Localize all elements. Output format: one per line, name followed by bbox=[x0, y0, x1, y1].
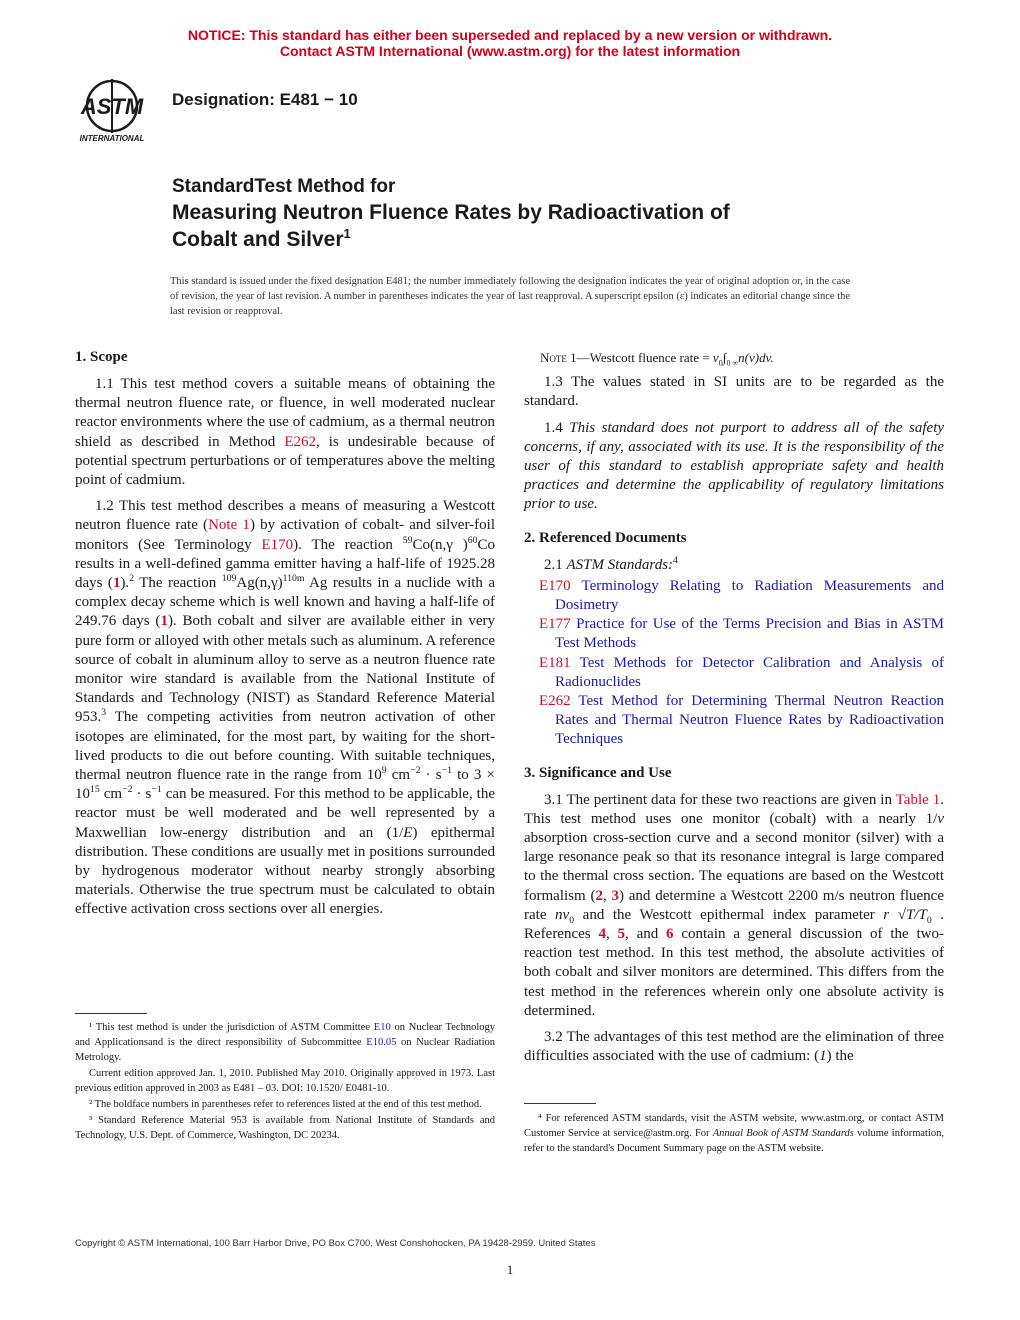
paragraph-2-1: 2.1 ASTM Standards:$^4$ bbox=[544, 554, 678, 573]
title-footnote-mark: 1 bbox=[343, 226, 351, 241]
e170-link[interactable]: E170 bbox=[261, 536, 294, 553]
notice-banner bbox=[0, 27, 1020, 59]
notice-line-2: Contact ASTM International (www.astm.org) for the latest information bbox=[279, 43, 741, 59]
e10-05-link[interactable]: E10.05 bbox=[366, 1037, 397, 1048]
paragraph-3-1: 3.1 The pertinent data for these two reactions are given in Table 1. This test method uses one monitor (cobalt) with a nearly 1/v absorption cross-section curve and a second monitor (silver) with a large resonance peak so that its resonance integral is large compared to the thermal cross section. The equations are based on the Westcott formalism (2, 3) and determine a Westcott 2200 m/s neutron fluence rate $nv_0$ and the Westcott epithermal index parameter r $√T/T_0$ . References 4, 5, and 6 contain a general discussion of the two-reaction test method. In this test method, the absolute activities of both cobalt and silver monitors are determined. This differs from the test method in the references wherein only one absolute activity is determined. bbox=[524, 791, 945, 1019]
title-line-3 bbox=[172, 226, 730, 253]
footnotes-left bbox=[75, 1020, 495, 1144]
ref-4-link[interactable]: 4 bbox=[598, 926, 606, 943]
e262-link[interactable]: E262 bbox=[284, 433, 316, 450]
e10-link[interactable]: E10 bbox=[373, 1022, 391, 1033]
note-1-link[interactable]: Note 1 bbox=[208, 517, 250, 534]
reference-item[interactable]: E170 Terminology Relating to Radiation Measurements and Dosimetry bbox=[539, 577, 944, 614]
footnote-1-edition: Current edition approved Jan. 1, 2010. Published May 2010. Originally approved in 1973. Last previous edition approved in 2003 as E481 – 03. DOI: 10.1520/ E0481-10. bbox=[75, 1068, 495, 1094]
logo-text: ASTM bbox=[80, 94, 144, 119]
footnote-2: ² The boldface numbers in parentheses refer to references listed at the end of this test method. bbox=[89, 1099, 482, 1110]
logo-subtext: INTERNATIONAL bbox=[79, 134, 145, 143]
paragraph-1-3: 1.3 The values stated in SI units are to be regarded as the standard. bbox=[524, 374, 944, 410]
paragraph-3-2: 3.2 The advantages of this test method are the elimination of three difficulties associated with the use of cadmium: (1) the bbox=[524, 1029, 944, 1065]
title-line-3-text: Cobalt and Silver bbox=[172, 228, 344, 251]
title-line-2: Measuring Neutron Fluence Rates by Radioactivation of bbox=[172, 201, 730, 224]
page-number: 1 bbox=[506, 1262, 514, 1277]
ref-2-link[interactable]: 2 bbox=[595, 887, 603, 904]
footnote-3: ³ Standard Reference Material 953 is available from National Institute of Standards and Technology, U.S. Dept. of Commerce, Washington, DC 20234. bbox=[75, 1115, 495, 1141]
document-title bbox=[172, 175, 730, 253]
scope-heading: 1. Scope bbox=[75, 349, 128, 365]
reference-item[interactable]: E177 Practice for Use of the Terms Precision and Bias in ASTM Test Methods bbox=[539, 616, 944, 652]
ref-6-link[interactable]: 6 bbox=[666, 926, 674, 943]
table-1-link[interactable]: Table 1 bbox=[895, 791, 941, 808]
ref-1-link-b[interactable]: 1 bbox=[160, 613, 168, 630]
footnote-1: ¹ This test method is under the jurisdiction of ASTM Committee E10 on Nuclear Technology and Applicationsand is the direct responsibility of Subcommittee E10.05 on Nuclear Radiation Metrology. bbox=[75, 1022, 495, 1063]
significance-heading: 3. Significance and Use bbox=[524, 764, 672, 781]
paragraph-1-1: 1.1 This test method covers a suitable means of obtaining the thermal neutron fluence rate, or fluence, in well moderated nuclear reactor environments where the use of cadmium, as a thermal neutron shield as described in Method E262, is undesirable because of potential spectrum perturbations or of temperatures above the melting point of cadmium. bbox=[75, 376, 495, 489]
ref-5-link[interactable]: 5 bbox=[617, 926, 625, 943]
footnote-4: ⁴ For referenced ASTM standards, visit the ASTM website, www.astm.org, or contact ASTM Customer Service at service@astm.org. For Annual Book of ASTM Standards volume information, refer to the standard's Document Summary page on the ASTM website. bbox=[524, 1113, 944, 1154]
ref-3-link[interactable]: 3 bbox=[611, 887, 619, 904]
reference-list bbox=[524, 577, 944, 750]
referenced-documents-heading: 2. Referenced Documents bbox=[524, 529, 687, 546]
paragraph-1-4: 1.4 This standard does not purport to address all of the safety concerns, if any, associated with its use. It is the responsibility of the user of this standard to establish appropriate safety and health practices and determine the applicability of regulatory limitations prior to use. bbox=[524, 419, 945, 513]
reference-item[interactable]: E181 Test Methods for Detector Calibration and Analysis of Radionuclides bbox=[539, 654, 944, 690]
reference-item[interactable]: E262 Test Method for Determining Thermal Neutron Reaction Rates and Thermal Neutron Fluence Rates by Radioactivation Techniques bbox=[539, 693, 944, 748]
notice-line-1: NOTICE: This standard has either been superseded and replaced by a new version or withdrawn. bbox=[187, 27, 833, 43]
right-column bbox=[524, 348, 944, 1074]
astm-logo-icon bbox=[72, 76, 160, 146]
paragraph-1-2: 1.2 This test method describes a means of measuring a Westcott neutron fluence rate (Note 1) by activation of cobalt- and silver-foil monitors (See Terminology E170). The reaction $^{59}$Co(n,γ )$^{60}$Co results in a well-defined gamma emitter having a half-life of 1925.28 days (1).$^2$ The reaction $^{109}Ag(n,\gamma)^{110m}$ Ag results in a nuclide with a complex decay scheme which is well known and having a half-life of 249.76 days (1). Both cobalt and silver are available either in very pure form or alloyed with other metals such as aluminum. A reference source of cobalt in aluminum alloy to serve as a neutron fluence rate monitor wire standard is available from the National Institute of Standards and Technology (NIST) as Standard Reference Material 953.$^3$ The competing activities from neutron activation of other isotopes are eliminated, for the most part, by waiting for the short-lived products to die out before counting. With suitable techniques, thermal neutron fluence rate in the range from $10^9$ $cm^{-2} \cdot s^{-1}$ to $3 \times 10^{15}$ $cm^{-2} \cdot s^{-1}$ can be measured. For this method to be applicable, the reactor must be well moderated and be well represented by a Maxwellian low-energy distribution and an (1/E) epithermal distribution. These conditions are usually met in positions surrounded by hydrogenous moderator without nearby strongly absorbing materials. Otherwise the true spectrum must be calculated to obtain effective activation cross sections over all energies. bbox=[75, 498, 496, 918]
designation: Designation: E481 − 10 bbox=[172, 90, 358, 109]
footnote-divider-left bbox=[75, 1013, 147, 1014]
title-line-1: StandardTest Method for bbox=[172, 176, 396, 197]
issued-statement: This standard is issued under the fixed designation E481; the number immediately following the designation indicates the year of original adoption or, in the case of revision, the year of last revision. A number in parentheses indicates the year of last reapproval. A superscript epsilon (ε) indicates an editorial change since the last revision or reapproval. bbox=[170, 276, 850, 317]
note-1: Note 1—Westcott fluence rate = $v_0\int_{0 \infty}n(v)dv$. bbox=[540, 350, 774, 368]
footnote-divider-right bbox=[524, 1103, 596, 1104]
copyright: Copyright © ASTM International, 100 Barr Harbor Drive, PO Box C700, West Conshohocken, PA 19428-2959. United States bbox=[75, 1238, 596, 1249]
ref-1-link[interactable]: 1 bbox=[112, 575, 121, 592]
left-column bbox=[75, 348, 495, 927]
